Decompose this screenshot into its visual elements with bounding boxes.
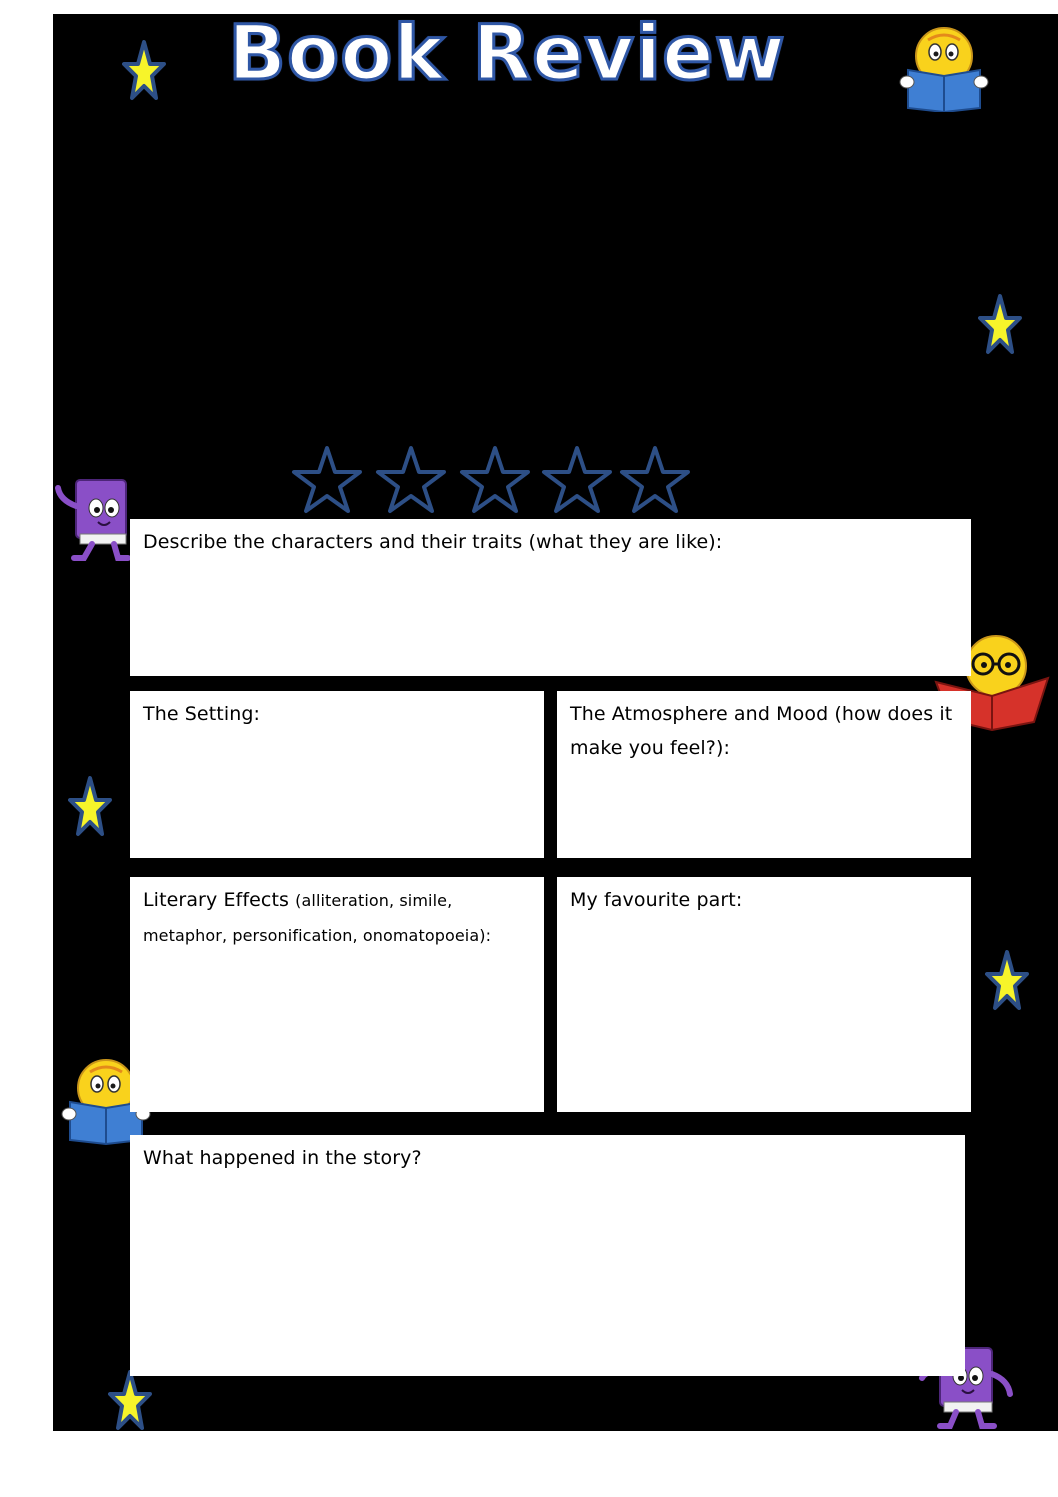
literary-effects-hint: (alliteration, simile, metaphor, personification, onomatopoeia):: [143, 891, 492, 945]
rating-star-2[interactable]: [378, 448, 444, 511]
characters-box[interactable]: [130, 519, 971, 676]
literary-effects-label: [143, 883, 532, 953]
story-label: What happened in the story?: [143, 1147, 422, 1169]
setting-box[interactable]: [130, 691, 544, 858]
yellow-star-icon: [68, 776, 112, 838]
atmosphere-label: The Atmosphere and Mood (how does it make you feel?):: [570, 703, 953, 759]
story-box[interactable]: [130, 1135, 965, 1376]
atmosphere-box[interactable]: [557, 691, 971, 858]
literary-effects-box[interactable]: [130, 877, 544, 1112]
favourite-part-box[interactable]: [557, 877, 971, 1112]
rating-star-1[interactable]: [294, 448, 360, 511]
page-title: Book Review: [228, 8, 786, 97]
setting-label: The Setting:: [143, 703, 261, 725]
star-rating[interactable]: [290, 444, 690, 516]
yellow-star-icon: [122, 40, 166, 102]
characters-label: Describe the characters and their traits (what they are like):: [143, 531, 723, 553]
rating-star-4[interactable]: [544, 448, 610, 511]
yellow-star-icon: [985, 950, 1029, 1012]
favourite-part-label: My favourite part:: [570, 889, 743, 911]
yellow-star-icon: [108, 1370, 152, 1432]
purple-book-character-icon: [54, 476, 136, 562]
yellow-star-icon: [978, 294, 1022, 356]
smiley-reading-book-icon: [898, 26, 992, 112]
literary-effects-title: Literary Effects: [143, 889, 296, 911]
rating-star-5[interactable]: [622, 448, 688, 511]
rating-star-3[interactable]: [462, 448, 528, 511]
